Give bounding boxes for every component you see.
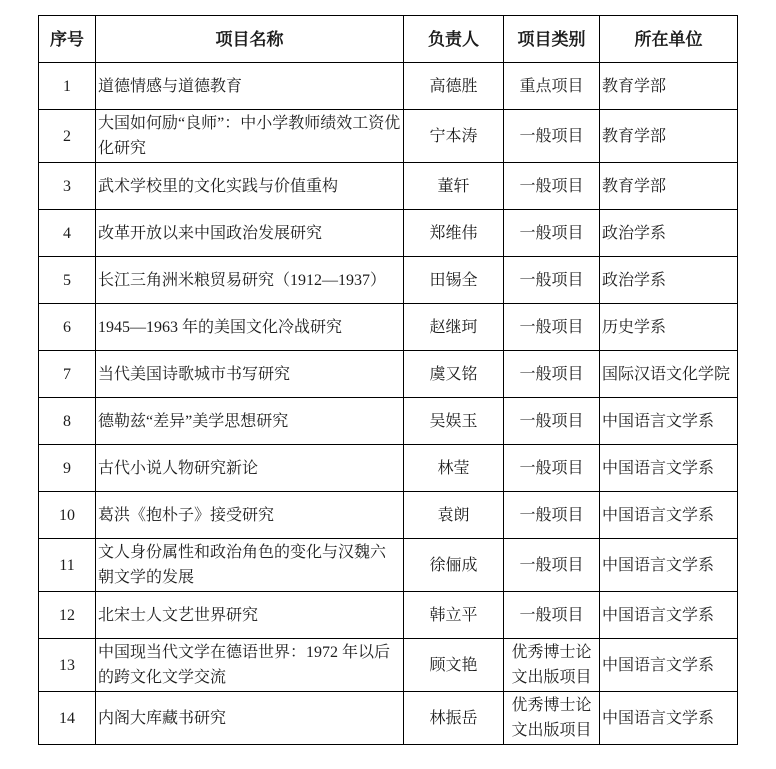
cell-unit: 国际汉语文化学院 [600,351,738,398]
cell-category: 一般项目 [504,163,600,210]
cell-category: 一般项目 [504,304,600,351]
cell-unit: 政治学系 [600,210,738,257]
cell-category: 优秀博士论文出版项目 [504,639,600,692]
table-row [39,445,738,492]
cell-name: 葛洪《抱朴子》接受研究 [96,492,404,539]
cell-no: 6 [39,304,96,351]
cell-unit: 中国语言文学系 [600,592,738,639]
cell-leader: 吴娱玉 [404,398,504,445]
cell-leader: 徐俪成 [404,539,504,592]
cell-no: 11 [39,539,96,592]
table-row [39,210,738,257]
cell-leader: 郑维伟 [404,210,504,257]
table-row [39,63,738,110]
cell-leader: 田锡全 [404,257,504,304]
cell-no: 9 [39,445,96,492]
cell-category: 一般项目 [504,110,600,163]
cell-unit: 中国语言文学系 [600,639,738,692]
cell-name: 内阁大库藏书研究 [96,692,404,745]
cell-category: 一般项目 [504,445,600,492]
cell-unit: 中国语言文学系 [600,398,738,445]
table-row [39,110,738,163]
cell-leader: 林振岳 [404,692,504,745]
cell-category: 一般项目 [504,351,600,398]
cell-name: 北宋士人文艺世界研究 [96,592,404,639]
table-row [39,692,738,745]
cell-leader: 赵继珂 [404,304,504,351]
cell-unit: 教育学部 [600,110,738,163]
cell-unit: 政治学系 [600,257,738,304]
cell-category: 一般项目 [504,539,600,592]
table-row [39,592,738,639]
cell-leader: 宁本涛 [404,110,504,163]
table-row [39,639,738,692]
cell-no: 10 [39,492,96,539]
cell-name: 大国如何励“良师”：中小学教师绩效工资优化研究 [96,110,404,163]
cell-no: 1 [39,63,96,110]
cell-no: 2 [39,110,96,163]
cell-unit: 中国语言文学系 [600,445,738,492]
cell-category: 优秀博士论文出版项目 [504,692,600,745]
header-category: 项目类别 [504,16,600,63]
table-header-row [39,16,738,63]
table-row [39,539,738,592]
table-row [39,492,738,539]
cell-unit: 中国语言文学系 [600,692,738,745]
cell-name: 改革开放以来中国政治发展研究 [96,210,404,257]
cell-category: 重点项目 [504,63,600,110]
header-leader: 负责人 [404,16,504,63]
cell-leader: 董轩 [404,163,504,210]
cell-leader: 韩立平 [404,592,504,639]
cell-name: 当代美国诗歌城市书写研究 [96,351,404,398]
projects-table [38,15,738,745]
cell-unit: 中国语言文学系 [600,492,738,539]
cell-no: 4 [39,210,96,257]
table-row [39,163,738,210]
cell-no: 3 [39,163,96,210]
cell-name: 古代小说人物研究新论 [96,445,404,492]
cell-category: 一般项目 [504,257,600,304]
cell-leader: 林莹 [404,445,504,492]
cell-name: 中国现当代文学在德语世界：1972 年以后的跨文化文学交流 [96,639,404,692]
cell-no: 14 [39,692,96,745]
cell-category: 一般项目 [504,210,600,257]
cell-category: 一般项目 [504,492,600,539]
cell-leader: 高德胜 [404,63,504,110]
cell-category: 一般项目 [504,592,600,639]
header-unit: 所在单位 [600,16,738,63]
table-row [39,304,738,351]
cell-name: 德勒兹“差异”美学思想研究 [96,398,404,445]
cell-name: 1945—1963 年的美国文化冷战研究 [96,304,404,351]
cell-no: 8 [39,398,96,445]
cell-no: 12 [39,592,96,639]
cell-name: 道德情感与道德教育 [96,63,404,110]
cell-name: 文人身份属性和政治角色的变化与汉魏六朝文学的发展 [96,539,404,592]
cell-category: 一般项目 [504,398,600,445]
cell-name: 长江三角洲米粮贸易研究（1912—1937） [96,257,404,304]
cell-no: 5 [39,257,96,304]
table-row [39,351,738,398]
header-no: 序号 [39,16,96,63]
cell-name: 武术学校里的文化实践与价值重构 [96,163,404,210]
table-row [39,398,738,445]
cell-leader: 虞又铭 [404,351,504,398]
table-row [39,257,738,304]
cell-unit: 教育学部 [600,163,738,210]
header-name: 项目名称 [96,16,404,63]
cell-leader: 顾文艳 [404,639,504,692]
cell-unit: 中国语言文学系 [600,539,738,592]
cell-leader: 袁朗 [404,492,504,539]
cell-no: 7 [39,351,96,398]
cell-no: 13 [39,639,96,692]
cell-unit: 教育学部 [600,63,738,110]
cell-unit: 历史学系 [600,304,738,351]
